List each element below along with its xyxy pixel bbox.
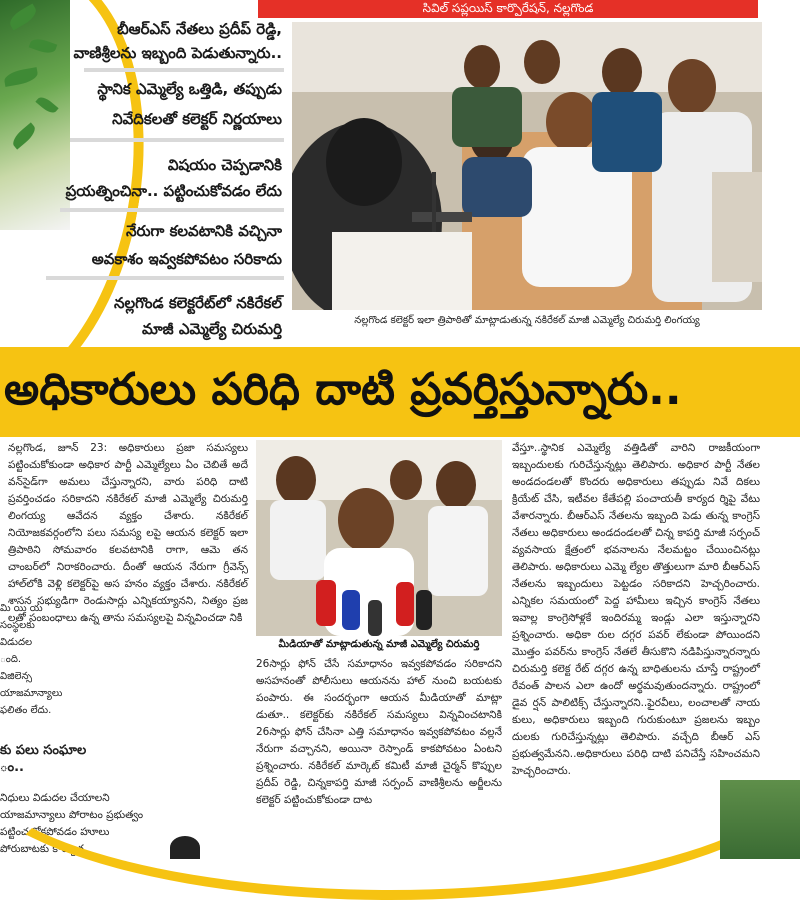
subhead: ం.. [0, 760, 24, 775]
divider [84, 68, 284, 72]
bullet-text: వాణిశ్రీలను ఇబ్బంది పెడుతున్నారు.. [73, 44, 282, 62]
bullet-text: నివేదికలతో కలెక్టర్ నిర్ణయాలు [112, 110, 282, 128]
bullet-text: నల్లగొండ కలెక్టరేట్‌లో నకిరేకల్ [113, 294, 282, 312]
bullet-text: విషయం చెప్పడానికి [167, 156, 282, 174]
bullet-text: ప్రయత్నించినా.. పట్టించుకోవడం లేదు [65, 182, 282, 200]
article-text: మి యి య సంస్థలకు విడుదల ంది. విజిలెన్స యాజమాన్యాలు ఫలితం లేదు. [0, 603, 63, 716]
divider [70, 138, 284, 142]
meeting-photo [292, 22, 762, 310]
headline: అధికారులు పరిధి దాటి ప్రవర్తిస్తున్నారు.. [4, 364, 682, 415]
bottom-photo-fragment [170, 836, 200, 859]
top-banner: సివిల్ సప్లయిస్ కార్పొరేషన్, నల్లగొండ [258, 0, 758, 18]
yellow-arc-bottom [0, 620, 800, 900]
article-column-left [8, 440, 248, 627]
article-text: 26సార్లు ఫోన్ చేసే సమాధానం ఇవ్వకపోవడం సరికాదని అసహనంతో పోలీసులు ఆయనను హాల్ నుంచి బయటకు పంపారు. ఈ సందర్భంగా ఆయన మీడియాతో మాట్లా డుతూ.. కలెక్టర్‌కు నకిరేకల్ సమస్యలు విన్నవించటానికి 26సార్లు ఫోన్ చేసినా ఎత్తి సమాధానం ఇవ్వకపోవటం వల్లనే నేరుగా వచ్చానని, అయినా రెస్పాండ్ కాకపోవటం ఏంటని ప్రశ్నించారు. నకిరేకల్ మార్కెట్ కమిటీ మాజీ చైర్మన్ కొప్పుల ప్రదీప్ రెడ్డి, చిన్నకాపర్తి మాజీ సర్పంచ్ వాణిశ్రీలను అర్జీలను కలెక్టర్ పట్టించుకోకుండా దాట [256, 658, 502, 806]
divider [46, 276, 284, 280]
subhead: కు పలు సంఘాల [0, 743, 87, 758]
bullet-text: అవకాశం ఇవ్వకపోవటం సరికాదు [91, 250, 282, 268]
bullet-text: మాజీ ఎమ్మెల్యే చిరుమర్తి [141, 320, 282, 338]
media-photo [256, 440, 502, 636]
divider [60, 208, 284, 212]
bottom-photo-strip [720, 780, 800, 859]
article-text: నిధులు విడుదల చేయాలని యాజమాన్యాలు పోరాటం ప్రభుత్వం పట్టించుకోకపోవడం హూలు పోరుబాటకు కార్యాచ [0, 792, 144, 855]
bullet-text: బీఆర్ఎస్ నేతలు ప్రదీప్ రెడ్డి, [117, 20, 282, 38]
bullet-text: స్థానిక ఎమ్మెల్యే ఒత్తిడి, తప్పుడు [97, 80, 282, 98]
bullet-text: నేరుగా కలవటానికి వచ్చినా [125, 222, 282, 240]
photo-caption: నల్లగొండ కలెక్టర్ ఇలా త్రిపాఠితో మాట్లాడుతున్న నకిరేకల్ మాజీ ఎమ్మెల్యే చిరుమర్తి లింగయ్య [354, 315, 700, 326]
article-text: వేస్తూ..స్థానిక ఎమ్మెల్యే వత్తిడితో వారిని రాజకీయంగా ఇబ్బందులకు గురిచేస్తున్నట్లు తెలిపారు. అధికార పార్టీ నేతల అండదండలతో కొందరు అధికారులు తప్పుడు నివే దికలు క్రియేట్ చేసి, ఇటీవల కేతేపల్లి పంచాయతీ కార్యద ర్శిపై వేటు వేశారన్నారు. బీఆర్ఎస్ నేతలను ఇబ్బంది పెడు తున్న కాంగ్రెస్ నేతలు అధికారులు అండదండలతో చిన్న కాపర్తి మాజీ సర్పంచ్ వ్యవసాయ క్షేత్రంలో భవనాలను నేలమట్టం చేయించినట్లు తెలిపారు. అధికారులు ఎమ్మె ల్యేల తొత్తులుగా మారి బీఆర్ఎస్ నేతలను ఇబ్బందులు పెట్టడం సరికాదని హెచ్చరించారు. ఎన్నికల సమయంలో పెద్ద హామీలు ఇచ్చిన కాంగ్రెస్ నేతలు ఇవాల్ల కాంగ్రెసోళ్లకే ఇందిరమ్మ ఇండ్లు ఎలా ఇస్తున్నారని ప్రశ్నించారు. అధికా రుల దగ్గర పవర్ లేకుండా పోయిందని మొత్తం పవర్‌ను కాంగ్రెస్ నేతలే తీసుకొని నడిపిస్తున్నారన్నారు చిరుమర్తి కలెక్ట రేట్ దగ్గర ఉన్న బాధితులను చూస్తే రాష్ట్రంలో రేవంత్ పాలన ఎలా ఉందో అర్థమవుతుందన్నారు. రాష్ట్రంలో డైవ ర్షన్ పాలిటిక్స్ చేస్తున్నారని..ఫైరవీలు, లంచాలతో నాయ కులు, అధికారులు ఇబ్బంది గురుకుంటూ ప్రజలను ఇబ్బం దులకు గురిచేస్తున్నట్లు తెలిపారు. వచ్చేది బీఆర్ ఎస్ ప్రభుత్వమేనని..అధికారులు పరిధి దాటి పనిచేస్తే సహించమని హెచ్చరించారు. [512, 442, 760, 777]
article-text: నల్లగొండ, జూన్ 23: అధికారులు ప్రజా సమస్యలు పట్టించుకోకుండా అధికార పార్టీ ఎమ్మెల్యేలు ఏం చెబితే అదే వన్‌సైడ్‌గా అమలు చేస్తున్నారని, వారు పరిధి దాటి ప్రవర్తించడం సరికాదని నకిరేకల్ మాజీ ఎమ్మెల్యే చిరుమర్తి లింగయ్య ఆవేదన వ్యక్తం చేశారు. నకిరేకల్ నియోజకవర్గంలోని పలు సమస్య లపై ఆయన కలెక్టర్ ఇలా త్రిపాఠిని సోమవారం కలవటానికి రాగా, ఆమె తన చాంబర్‌లో నిరాకరించారు. దీంతో ఆయన నేరుగా గ్రీవెన్స్ హాల్‌లోకి వెళ్లి కలెక్టర్‌పై అస హనం వ్యక్తం చేశారు. నకిరేకల్ శాసన సభ్యుడిగా రెండుసార్లు ఎన్నికయ్యానని, నిత్యం ప్రజ లతో సంబంధాలు ఉన్న తాను సమస్యలపై విన్నవించడా నికి [8, 442, 248, 624]
photo-caption: మీడియాతో మాట్లాడుతున్న మాజీ ఎమ్మెల్యే చిరుమర్తి [278, 639, 480, 650]
